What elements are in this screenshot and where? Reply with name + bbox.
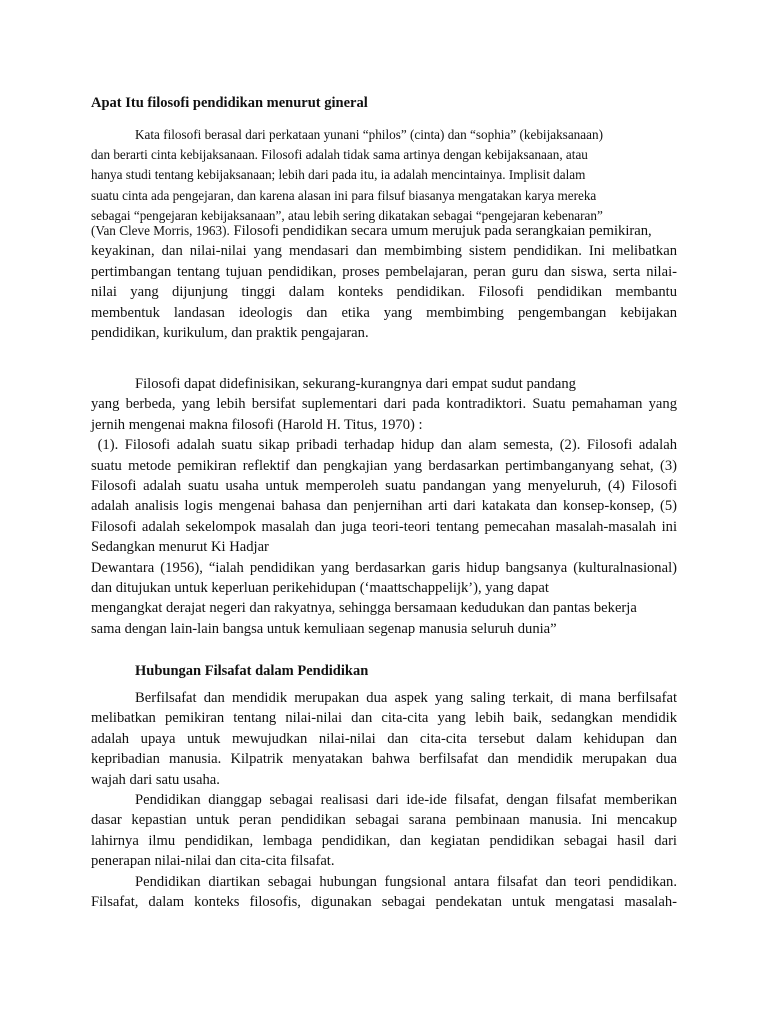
document-title: Apat Itu filosofi pendidikan menurut gineral <box>91 95 368 111</box>
text-line: penerapan nilai-nilai dan cita-cita filsafat. <box>91 853 335 870</box>
text-line: dasar kepastian untuk peran pendidikan sebagai sarana pembinaan manusia. Ini mencakup <box>91 812 677 829</box>
text-line: Filsafat, dalam konteks filosofis, digunakan sebagai pendekatan untuk mengatasi masalah- <box>91 894 677 911</box>
text-line: keyakinan, dan nilai-nilai yang mendasari dan membimbing sistem pendidikan. Ini melibatkan <box>91 243 677 260</box>
text-line: Dewantara (1956), “ialah pendidikan yang berdasarkan garis hidup bangsanya (kulturalnasional) <box>91 559 677 576</box>
text-line: dan berarti cinta kebijaksanaan. Filosofi adalah tidak sama artinya dengan kebijaksanaan, atau <box>91 147 588 163</box>
text-line-mixed <box>91 221 677 241</box>
text-line: lahirnya ilmu pendidikan, lembaga pendidikan, dan kegiatan pendidikan sebagai hasil dari <box>91 832 677 849</box>
text-line: melibatkan pemikiran tentang nilai-nilai dan cita-cita yang lebih baik, sedangkan mendidik <box>91 710 677 727</box>
text-line: dan ditujukan untuk keperluan perikehidupan (‘maattschappelijk’), yang dapat <box>91 580 549 597</box>
text-line: sama dengan lain-lain bangsa untuk kemuliaan segenap manusia seluruh dunia” <box>91 620 557 637</box>
text-line: sebagai “pengejaran kebijaksanaan”, atau lebih sering dikatakan sebagai “pengejaran kebenaran” <box>91 207 603 223</box>
titus-definition-paragraph <box>91 374 677 639</box>
text-line: suatu cinta ada pengejaran, dan karena alasan ini para filsuf biasanya mengatakan karya mereka <box>91 187 597 203</box>
text-line: mengangkat derajat negeri dan rakyatnya, sehingga bersamaan kedudukan dan pantas bekerja <box>91 600 637 617</box>
text-line: Filosofi adalah sekelompok masalah dan juga teori-teori tentang pemecahan masalah-masalah ini <box>91 518 677 535</box>
text-line: Pendidikan dianggap sebagai realisasi dari ide-ide filsafat, dengan filsafat memberikan <box>135 792 677 809</box>
heading-text: Hubungan Filsafat dalam Pendidikan <box>135 663 369 679</box>
text-fragment: Filosofi pendidikan secara umum merujuk pada serangkaian pemikiran, <box>229 223 652 239</box>
text-line: kepribadian manusia. Kilpatrik menyatakan bahwa berfilsafat dan mendidik merupakan dua <box>91 751 677 768</box>
text-line: Pendidikan diartikan sebagai hubungan fungsional antara filsafat dan teori pendidikan. <box>135 873 677 890</box>
text-line: pendidikan, kurikulum, dan praktik pengajaran. <box>91 325 369 342</box>
text-line: nilai yang dijunjung tinggi dalam konteks pendidikan. Filosofi pendidikan membantu <box>91 284 677 301</box>
text-line: Berfilsafat dan mendidik merupakan dua aspek yang saling terkait, di mana berfilsafat <box>135 690 677 706</box>
text-line: hanya studi tentang kebijaksanaan; lebih dari pada itu, ia adalah mencintainya. Implisit dalam <box>91 167 586 183</box>
text-line: adalah upaya untuk mewujudkan nilai-nilai dan cita-cita tersebut dalam kehidupan dan <box>91 730 677 747</box>
text-line: Sedangkan menurut Ki Hadjar <box>91 539 269 556</box>
text-line: Kata filosofi berasal dari perkataan yunani “philos” (cinta) dan “sophia” (kebijaksanaan) <box>135 127 603 142</box>
relationship-paragraphs <box>91 688 677 912</box>
definition-paragraph <box>91 125 677 226</box>
text-line: Filosofi adalah suatu usaha untuk memperoleh suatu pandangan yang menyeluruh, (4) Filosofi <box>91 478 677 495</box>
text-line: pertimbangan tentang tujuan pendidikan, proses pembelajaran, peran guru dan siswa, serta nilai- <box>91 263 677 280</box>
text-line: suatu metode pemikiran reflektif dan pengkajian yang berdasarkan pertimbanganyang sehat, (3) <box>91 457 677 474</box>
text-line: adalah analisis logis mengenai bahasa dan penjernihan arti dari katakata dan konsep-konsep, (5) <box>91 498 677 515</box>
text-line: (1). Filosofi adalah suatu sikap pribadi terhadap hidup dan alam semesta, (2). Filosofi adalah <box>91 437 677 454</box>
text-line: yang berbeda, yang lebih bersifat suplementari dari pada kontradiktori. Suatu pemahaman yang <box>91 396 677 413</box>
text-line: jernih mengenai makna filosofi (Harold H. Titus, 1970) : <box>91 416 423 433</box>
text-line: wajah dari satu usaha. <box>91 771 220 788</box>
text-line: membentuk landasan ideologis dan etika yang membimbing pengembangan kebijakan <box>91 304 677 321</box>
citation-text: (Van Cleve Morris, 1963). <box>91 223 230 238</box>
education-philosophy-paragraph <box>91 221 677 343</box>
section-heading <box>91 661 677 681</box>
text-line: Filosofi dapat didefinisikan, sekurang-kurangnya dari empat sudut pandang <box>135 376 576 392</box>
